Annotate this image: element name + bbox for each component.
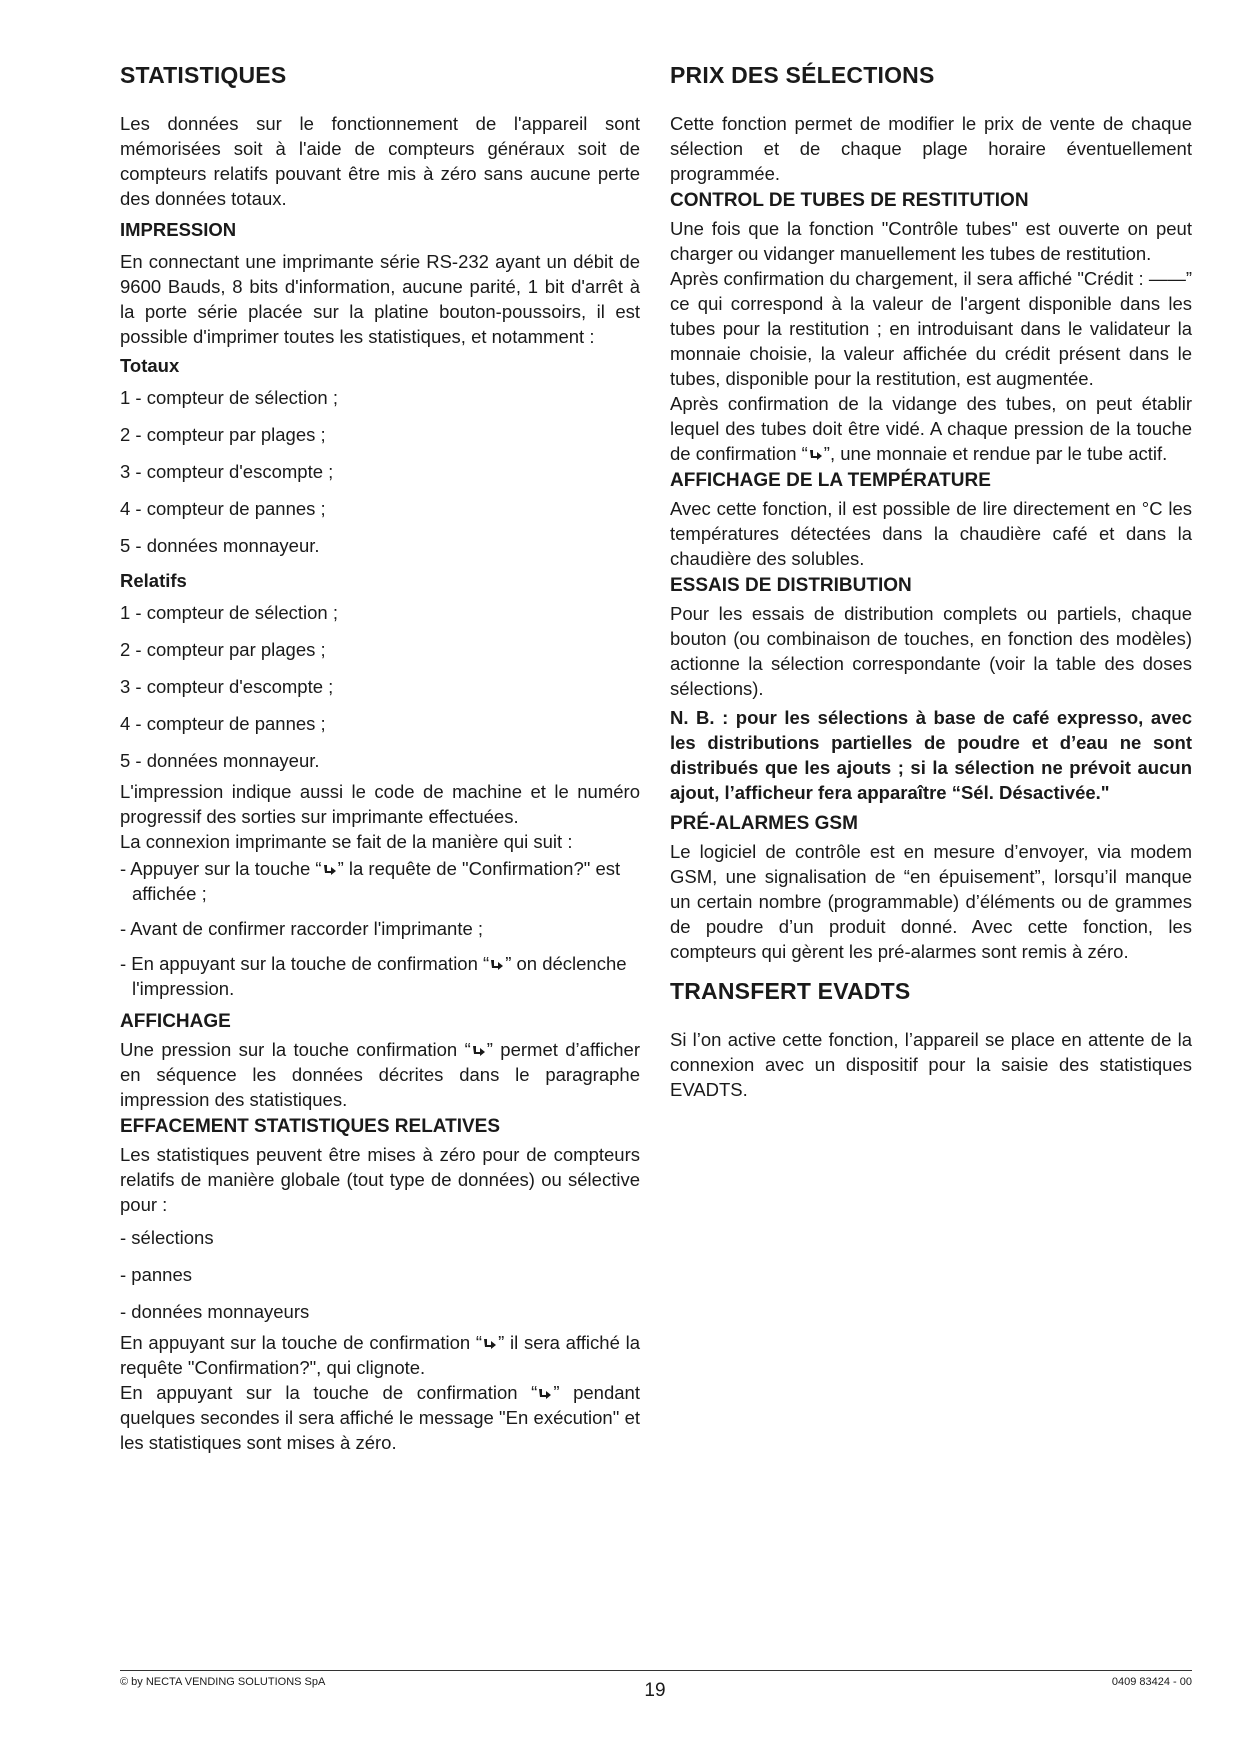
list-item: 1 - compteur de sélection ;	[120, 387, 338, 408]
control-text-2: Après confirmation du chargement, il sera affiché "Crédit : ——” ce qui correspond à la valeur de l'argent disponible dans les tubes pour la restitution ; en introduisant dans le validateur la monnaie choisie, la valeur affichée du crédit présent dans le tubes, disponible pour la restitution, est augmentée.	[670, 268, 1192, 389]
step-3	[120, 951, 640, 1001]
heading-totaux: Totaux	[120, 355, 180, 376]
footer-divider	[120, 1670, 1192, 1671]
heading-gsm: PRÉ-ALARMES GSM	[670, 813, 858, 834]
relatifs-list	[120, 600, 640, 773]
section-title-prix: PRIX DES SÉLECTIONS	[670, 62, 935, 88]
heading-affichage: AFFICHAGE	[120, 1011, 231, 1032]
affichage-text-b: ” permet d’afficher en séquence les données décrites dans le paragraphe impression des statistiques.	[120, 1039, 640, 1110]
evadts-text: Si l’on active cette fonction, l’appareil se place en attente de la connexion avec un dispositif pour la saisie des statistiques EVADTS.	[670, 1029, 1192, 1100]
list-item: 4 - compteur de pannes ;	[120, 498, 326, 519]
footer-doc-code: 0409 83424 - 00	[1111, 1676, 1192, 1688]
list-item: 4 - compteur de pannes ;	[120, 713, 326, 734]
step-1-text-b: ” la requête de "Confirmation?" est affichée ;	[132, 858, 621, 904]
step-3-text-b: ” on déclenche l'impression.	[132, 953, 627, 999]
confirm-1-text-a: En appuyant sur la touche de confirmation “	[120, 1332, 483, 1353]
heading-relatifs: Relatifs	[120, 570, 187, 591]
footer-copyright: © by NECTA VENDING SOLUTIONS SpA	[120, 1676, 326, 1688]
step-1	[120, 856, 640, 906]
step-1-text-a: - Appuyer sur la touche “	[120, 858, 322, 879]
confirm-key-icon	[537, 1385, 553, 1401]
list-item: 3 - compteur d'escompte ;	[120, 676, 334, 697]
totaux-list	[120, 385, 640, 558]
statistiques-intro: Les données sur le fonctionnement de l'appareil sont mémorisées soit à l'aide de compteurs généraux soit de compteurs relatifs pouvant être mis à zéro sans aucune perte des données totaux.	[120, 113, 640, 209]
nb-note: N. B. : pour les sélections à base de café expresso, avec les distributions partielles de poudre et d’eau ne sont distribués que les ajouts ; si la sélection ne prévoit aucun ajout, l’afficheur fera apparaître “Sél. Désactivée."	[670, 707, 1192, 803]
prix-text: Cette fonction permet de modifier le prix de vente de chaque sélection et de chaque plage horaire éventuellement programmée.	[670, 113, 1192, 184]
affichage-text-a: Une pression sur la touche confirmation “	[120, 1039, 471, 1060]
list-item: - sélections	[120, 1227, 214, 1248]
list-item: 2 - compteur par plages ;	[120, 639, 326, 660]
confirm-key-icon	[482, 1335, 498, 1351]
print-info	[120, 779, 640, 854]
confirm-text-1	[120, 1330, 640, 1380]
list-item: - données monnayeurs	[120, 1301, 310, 1322]
heading-temperature: AFFICHAGE DE LA TEMPÉRATURE	[670, 470, 991, 491]
confirm-text-2	[120, 1380, 640, 1455]
control-text-3-b: ”, une monnaie et rendue par le tube actif.	[823, 443, 1168, 464]
heading-impression: IMPRESSION	[120, 219, 237, 240]
section-title-evadts: TRANSFERT EVADTS	[670, 978, 911, 1004]
heading-control-tubes: CONTROL DE TUBES DE RESTITUTION	[670, 190, 1029, 211]
confirm-key-icon	[808, 446, 824, 462]
step-3-text-a: - En appuyant sur la touche de confirmation “	[120, 953, 490, 974]
page-number: 19	[644, 1680, 666, 1701]
affichage-text	[120, 1037, 640, 1112]
right-column	[670, 62, 1192, 1106]
confirm-1-text-b: ” il sera affiché la requête "Confirmation?", qui clignote.	[120, 1332, 640, 1378]
effacement-text: Les statistiques peuvent être mises à zéro pour de compteurs relatifs de manière globale (tout type de données) ou sélective pour :	[120, 1144, 640, 1215]
gsm-text: Le logiciel de contrôle est en mesure d’envoyer, via modem GSM, une signalisation de “en épuisement”, lorsqu’il manque un certain nombre (programmable) d’éléments ou de grammes de poudre d’un produit donné. Avec cette fonction, les compteurs qui gèrent les pré-alarmes sont remis à zéro.	[670, 841, 1192, 962]
control-text-3-a: Après confirmation de la vidange des tubes, on peut établir lequel des tubes doit être vidé. A chaque pression de la touche de confirmation “	[670, 393, 1192, 464]
list-item: 1 - compteur de sélection ;	[120, 602, 338, 623]
list-item: - pannes	[120, 1264, 192, 1285]
confirm-key-icon	[322, 861, 338, 877]
print-info-text: L'impression indique aussi le code de machine et le numéro progressif des sorties sur imprimante effectuées.	[120, 781, 640, 827]
impression-text: En connectant une imprimante série RS-232 ayant un débit de 9600 Bauds, 8 bits d'information, aucune parité, 1 bit d'arrêt à la porte série placée sur la platine bouton-poussoirs, il est possible d'imprimer toutes les statistiques, et notamment :	[120, 251, 640, 347]
section-title-statistiques: STATISTIQUES	[120, 62, 287, 88]
control-text-1: Une fois que la fonction "Contrôle tubes" est ouverte on peut charger ou vidanger manuellement les tubes de restitution.	[670, 218, 1192, 264]
heading-effacement: EFFACEMENT STATISTIQUES RELATIVES	[120, 1116, 501, 1137]
step-2: - Avant de confirmer raccorder l'imprimante ;	[120, 918, 484, 939]
essais-text: Pour les essais de distribution complets ou partiels, chaque bouton (ou combinaison de touches, en fonction des modèles) actionne la sélection correspondante (voir la table des doses sélections).	[670, 603, 1192, 699]
confirm-key-icon	[471, 1042, 487, 1058]
list-item: 2 - compteur par plages ;	[120, 424, 326, 445]
confirm-2-text-b: ” pendant quelques secondes il sera affiché le message "En exécution" et les statistiques sont mises à zéro.	[120, 1382, 640, 1453]
confirm-2-text-a: En appuyant sur la touche de confirmation “	[120, 1382, 538, 1403]
list-item: 5 - données monnayeur.	[120, 535, 320, 556]
list-item: 5 - données monnayeur.	[120, 750, 320, 771]
list-item: 3 - compteur d'escompte ;	[120, 461, 334, 482]
connexion-text: La connexion imprimante se fait de la manière qui suit :	[120, 831, 573, 852]
left-column	[120, 62, 640, 1459]
control-text-3	[670, 391, 1192, 466]
temperature-text: Avec cette fonction, il est possible de lire directement en °C les températures détectées dans la chaudière café et dans la chaudière des solubles.	[670, 498, 1192, 569]
heading-essais: ESSAIS DE DISTRIBUTION	[670, 575, 912, 596]
confirm-key-icon	[489, 956, 505, 972]
